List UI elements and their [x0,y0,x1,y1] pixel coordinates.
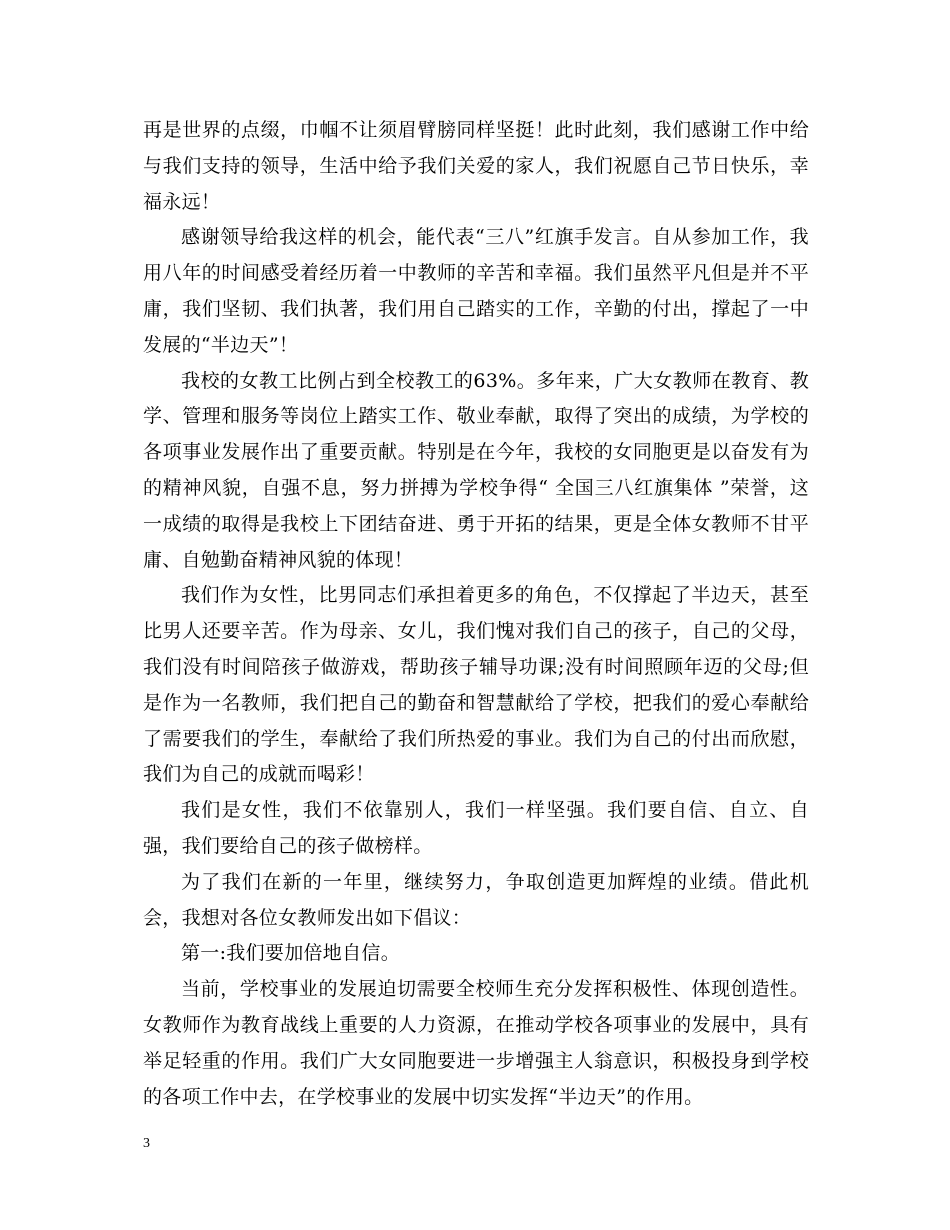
body-text [143,113,809,1115]
paragraph-5: 我们是女性，我们不依靠别人，我们一样坚强。我们要自信、自立、自强，我们要给自己的孩子做榜样。 [143,799,809,857]
paragraph-3: 我校的女教工比例占到全校教工的63%。多年来，广大女教师在教育、教学、管理和服务等岗位上踏实工作、敬业奉献，取得了突出的成绩，为学校的各项事业发展作出了重要贡献。特别是在今年，我校的女同胞更是以奋发有为的精神风貌，自强不息，努力拼搏为学校争得“ 全国三八红旗集体 ”荣誉，这一成绩的取得是我校上下团结奋进、勇于开拓的结果，更是全体女教师不甘平庸、自勉勤奋精神风貌的体现！ [143,369,809,571]
paragraph-1: 再是世界的点缀，巾帼不让须眉臂膀同样坚挺！此时此刻，我们感谢工作中给与我们支持的领导，生活中给予我们关爱的家人，我们祝愿自己节日快乐，幸福永远！ [143,119,809,213]
paragraph-4: 我们作为女性，比男同志们承担着更多的角色，不仅撑起了半边天，甚至比男人还要辛苦。作为母亲、女儿，我们愧对我们自己的孩子，自己的父母，我们没有时间陪孩子做游戏，帮助孩子辅导功课;没有时间照顾年迈的父母;但是作为一名教师，我们把自己的勤奋和智慧献给了学校，把我们的爱心奉献给了需要我们的学生，奉献给了我们所热爱的事业。我们为自己的付出而欣慰，我们为自己的成就而喝彩！ [143,584,809,786]
paragraph-7: 第一:我们要加倍地自信。 [181,942,401,965]
paragraph-2: 感谢领导给我这样的机会，能代表“三八”红旗手发言。自从参加工作，我用八年的时间感受着经历着一中教师的辛苦和幸福。我们虽然平凡但是并不平庸，我们坚韧、我们执著，我们用自己踏实的工作，辛勤的付出，撑起了一中发展的“半边天”！ [143,226,809,356]
page-number: 3 [143,1136,150,1151]
paragraph-6: 为了我们在新的一年里，继续努力，争取创造更加辉煌的业绩。借此机会，我想对各位女教师发出如下倡议： [143,870,809,929]
paragraph-8: 当前，学校事业的发展迫切需要全校师生充分发挥积极性、体现创造性。女教师作为教育战线上重要的人力资源，在推动学校各项事业的发展中，具有举足轻重的作用。我们广大女同胞要进一步增强主人翁意识，积极投身到学校的各项工作中去，在学校事业的发展中切实发挥“半边天”的作用。 [143,978,809,1108]
